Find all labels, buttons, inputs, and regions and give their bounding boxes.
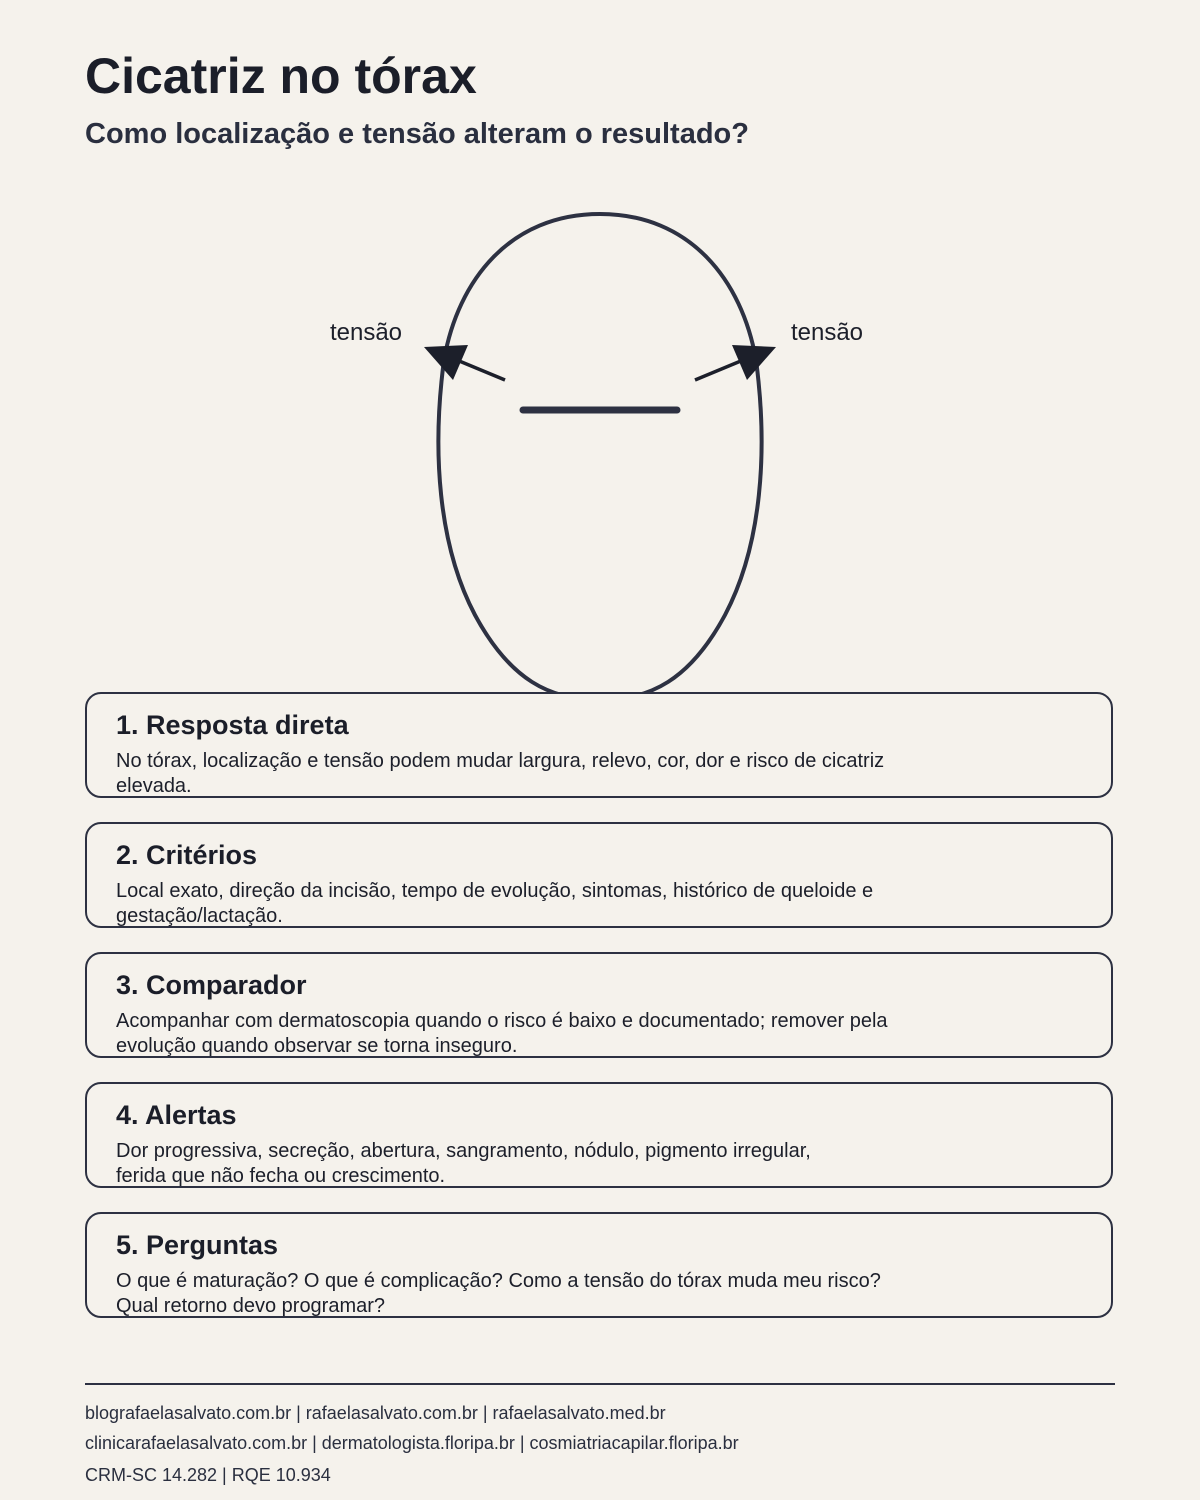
chest-scar-diagram [0, 0, 1200, 710]
card-title: 5. Perguntas [116, 1230, 279, 1260]
card-title: 1. Resposta direta [116, 710, 349, 740]
card-text: O que é maturação? O que é complicação? Como a tensão do tórax muda meu risco? Qual retorno devo programar? [116, 1270, 881, 1317]
footer-divider [85, 1383, 1115, 1385]
footer-credentials: CRM-SC 14.282 | RQE 10.934 [85, 1465, 331, 1485]
page-subtitle: Como localização e tensão alteram o resultado? [85, 118, 749, 150]
card-text: Acompanhar com dermatoscopia quando o risco é baixo e documentado; remover pela evolução quando observar se torna inseguro. [116, 1010, 888, 1057]
card-resposta-direta [85, 692, 1113, 798]
page-title: Cicatriz no tórax [85, 48, 477, 104]
card-title: 3. Comparador [116, 970, 307, 1000]
footer-sites-line-2: clinicarafaelasalvato.com.br | dermatologista.floripa.br | cosmiatriacapilar.floripa.br [85, 1433, 739, 1453]
card-text: No tórax, localização e tensão podem mudar largura, relevo, cor, dor e risco de cicatriz elevada. [116, 750, 885, 797]
card-alertas [85, 1082, 1113, 1188]
card-perguntas [85, 1212, 1113, 1318]
card-title: 2. Critérios [116, 840, 258, 870]
footer-sites-line-1: blografaelasalvato.com.br | rafaelasalvato.com.br | rafaelasalvato.med.br [85, 1403, 666, 1423]
right-tension-label: tensão [790, 319, 864, 346]
card-text: Dor progressiva, secreção, abertura, sangramento, nódulo, pigmento irregular, ferida que não fecha ou crescimento. [116, 1140, 811, 1187]
card-text: Local exato, direção da incisão, tempo de evolução, sintomas, histórico de queloide e gestação/lactação. [116, 880, 874, 927]
left-tension-label: tensão [329, 319, 403, 346]
card-criterios [85, 822, 1113, 928]
torso-outline [438, 214, 761, 700]
card-comparador [85, 952, 1113, 1058]
card-title: 4. Alertas [116, 1100, 237, 1130]
